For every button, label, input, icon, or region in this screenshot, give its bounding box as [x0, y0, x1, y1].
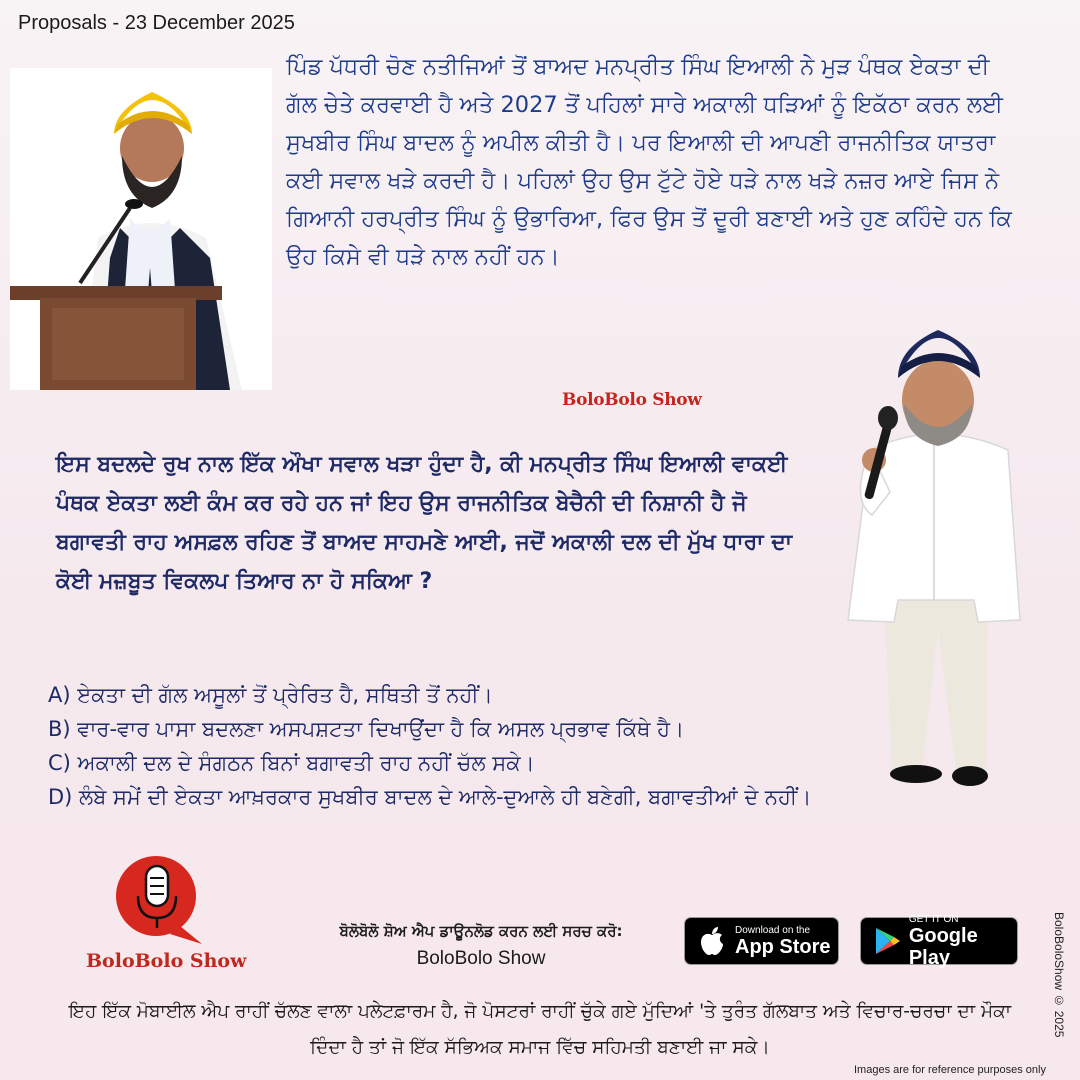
intro-paragraph: ਪਿੰਡ ਪੱਧਰੀ ਚੋਣ ਨਤੀਜਿਆਂ ਤੋਂ ਬਾਅਦ ਮਨਪ੍ਰੀਤ ਸਿੰਘ ਇਆਲੀ ਨੇ ਮੁੜ ਪੰਥਕ ਏਕਤਾ ਦੀ ਗੱਲ ਚੇਤੇ ਕਰਵਾਈ ਹੈ ਅਤੇ 2027 ਤੋਂ ਪਹਿਲਾਂ ਸਾਰੇ ਅਕਾਲੀ ਧੜਿਆਂ ਨੂੰ ਇਕੱਠਾ ਕਰਨ ਲਈ ਸੁਖਬੀਰ ਸਿੰਘ ਬਾਦਲ ਨੂੰ ਅਪੀਲ ਕੀਤੀ ਹੈ। ਪਰ ਇਆਲੀ ਦੀ ਆਪਣੀ ਰਾਜਨੀਤਿਕ ਯਾਤਰਾ ਕਈ ਸਵਾਲ ਖੜੇ ਕਰਦੀ ਹੈ। ਪਹਿਲਾਂ ਉਹ ਉਸ ਟੁੱਟੇ ਹੋਏ ਧੜੇ ਨਾਲ ਖੜੇ ਨਜ਼ਰ ਆਏ ਜਿਸ ਨੇ ਗਿਆਨੀ ਹਰਪ੍ਰੀਤ ਸਿੰਘ ਨੂੰ ਉਭਾਰਿਆ, ਫਿਰ ਉਸ ਤੋਂ ਦੂਰੀ ਬਣਾਈ ਅਤੇ ਹੁਣ ਕਹਿੰਦੇ ਹਨ ਕਿ ਉਹ ਕਿਸੇ ਵੀ ਧੜੇ ਨਾਲ ਨਹੀਂ ਹਨ। [286, 54, 1012, 270]
option-c[interactable]: C) ਅਕਾਲੀ ਦਲ ਦੇ ਸੰਗਠਨ ਬਿਨਾਂ ਬਗਾਵਤੀ ਰਾਹ ਨਹੀਂ ਚੱਲ ਸਕੇ। [48, 751, 535, 775]
google-play-icon [871, 924, 903, 958]
image-disclaimer: Images are for reference purposes only [854, 1064, 1046, 1076]
cta-app-name: BoloBolo Show [416, 948, 546, 969]
answer-options-list [48, 678, 1058, 814]
app-download-cta [300, 922, 662, 970]
option-d[interactable]: D) ਲੰਬੇ ਸਮੇਂ ਦੀ ਏਕਤਾ ਆਖ਼ਰਕਾਰ ਸੁਖਬੀਰ ਬਾਦਲ ਦੇ ਆਲੇ-ਦੁਆਲੇ ਹੀ ਬਣੇਗੀ, ਬਗਾਵਤੀਆਂ ਦੇ ਨਹੀਂ। [48, 785, 812, 809]
logo-text: BoloBolo Show [86, 950, 247, 972]
cta-text: ਬੋਲੋਬੋਲੋ ਸ਼ੋਅ ਐਪ ਡਾਊਨਲੋਡ ਕਰਨ ਲਈ ਸਰਚ ਕਰੋ: [339, 922, 623, 940]
copyright-vertical: BoloBoloShow © 2025 [1052, 912, 1066, 1038]
option-b[interactable]: B) ਵਾਰ-ਵਾਰ ਪਾਸਾ ਬਦਲਣਾ ਅਸਪਸ਼ਟਤਾ ਦਿਖਾਉਂਦਾ ਹੈ ਕਿ ਅਸਲ ਪ੍ਰਭਾਵ ਕਿੱਥੇ ਹੈ। [48, 717, 685, 741]
question-text: ਇਸ ਬਦਲਦੇ ਰੁਖ ਨਾਲ ਇੱਕ ਔਖਾ ਸਵਾਲ ਖੜਾ ਹੁੰਦਾ ਹੈ, ਕੀ ਮਨਪ੍ਰੀਤ ਸਿੰਘ ਇਆਲੀ ਵਾਕਈ ਪੰਥਕ ਏਕਤਾ ਲਈ ਕੰਮ ਕਰ ਰਹੇ ਹਨ ਜਾਂ ਇਹ ਉਸ ਰਾਜਨੀਤਿਕ ਬੇਚੈਨੀ ਦੀ ਨਿਸ਼ਾਨੀ ਹੈ ਜੋ ਬਗਾਵਤੀ ਰਾਹ ਅਸਫ਼ਲ ਰਹਿਣ ਤੋਂ ਬਾਅਦ ਸਾਹਮਣੇ ਆਈ, ਜਦੋਂ ਅਕਾਲੀ ਦਲ ਦੀ ਮੁੱਖ ਧਾਰਾ ਦਾ ਕੋਈ ਮਜ਼ਬੂਤ ਵਿਕਲਪ ਤਿਆਰ ਨਾ ਹੋ ਸਕਿਆ ? [56, 452, 793, 594]
header-date: Proposals - 23 December 2025 [18, 12, 295, 34]
google-big-label: Google Play [908, 924, 978, 969]
app-store-button[interactable] [684, 917, 839, 965]
apple-icon [695, 924, 729, 958]
option-a[interactable]: A) ਏਕਤਾ ਦੀ ਗੱਲ ਅਸੂਲਾਂ ਤੋਂ ਪ੍ਰੇਰਿਤ ਹੈ, ਸਥਿਤੀ ਤੋਂ ਨਹੀਂ। [48, 683, 493, 707]
appstore-small-label: Download on the [735, 924, 811, 936]
brand-watermark: BoloBolo Show [562, 390, 702, 410]
speaker-at-podium-image [10, 68, 272, 390]
google-play-button[interactable] [860, 913, 1018, 969]
appstore-big-label: App Store [735, 935, 831, 958]
google-small-label: GET IT ON [908, 913, 959, 925]
footer-description: ਇਹ ਇੱਕ ਮੋਬਾਈਲ ਐਪ ਰਾਹੀਂ ਚੱਲਣ ਵਾਲਾ ਪਲੇਟਫ਼ਾਰਮ ਹੈ, ਜੋ ਪੋਸਟਰਾਂ ਰਾਹੀਂ ਚੁੱਕੇ ਗਏ ਮੁੱਦਿਆਂ 'ਤੇ ਤੁਰੰਤ ਗੱਲਬਾਤ ਅਤੇ ਵਿਚਾਰ-ਚਰਚਾ ਦਾ ਮੌਕਾ ਦਿੰਦਾ ਹੈ ਤਾਂ ਜੋ ਇੱਕ ਸੱਭਿਅਕ ਸਮਾਜ ਵਿੱਚ ਸਹਿਮਤੀ ਬਣਾਈ ਜਾ ਸਕੇ। [68, 1001, 1012, 1058]
